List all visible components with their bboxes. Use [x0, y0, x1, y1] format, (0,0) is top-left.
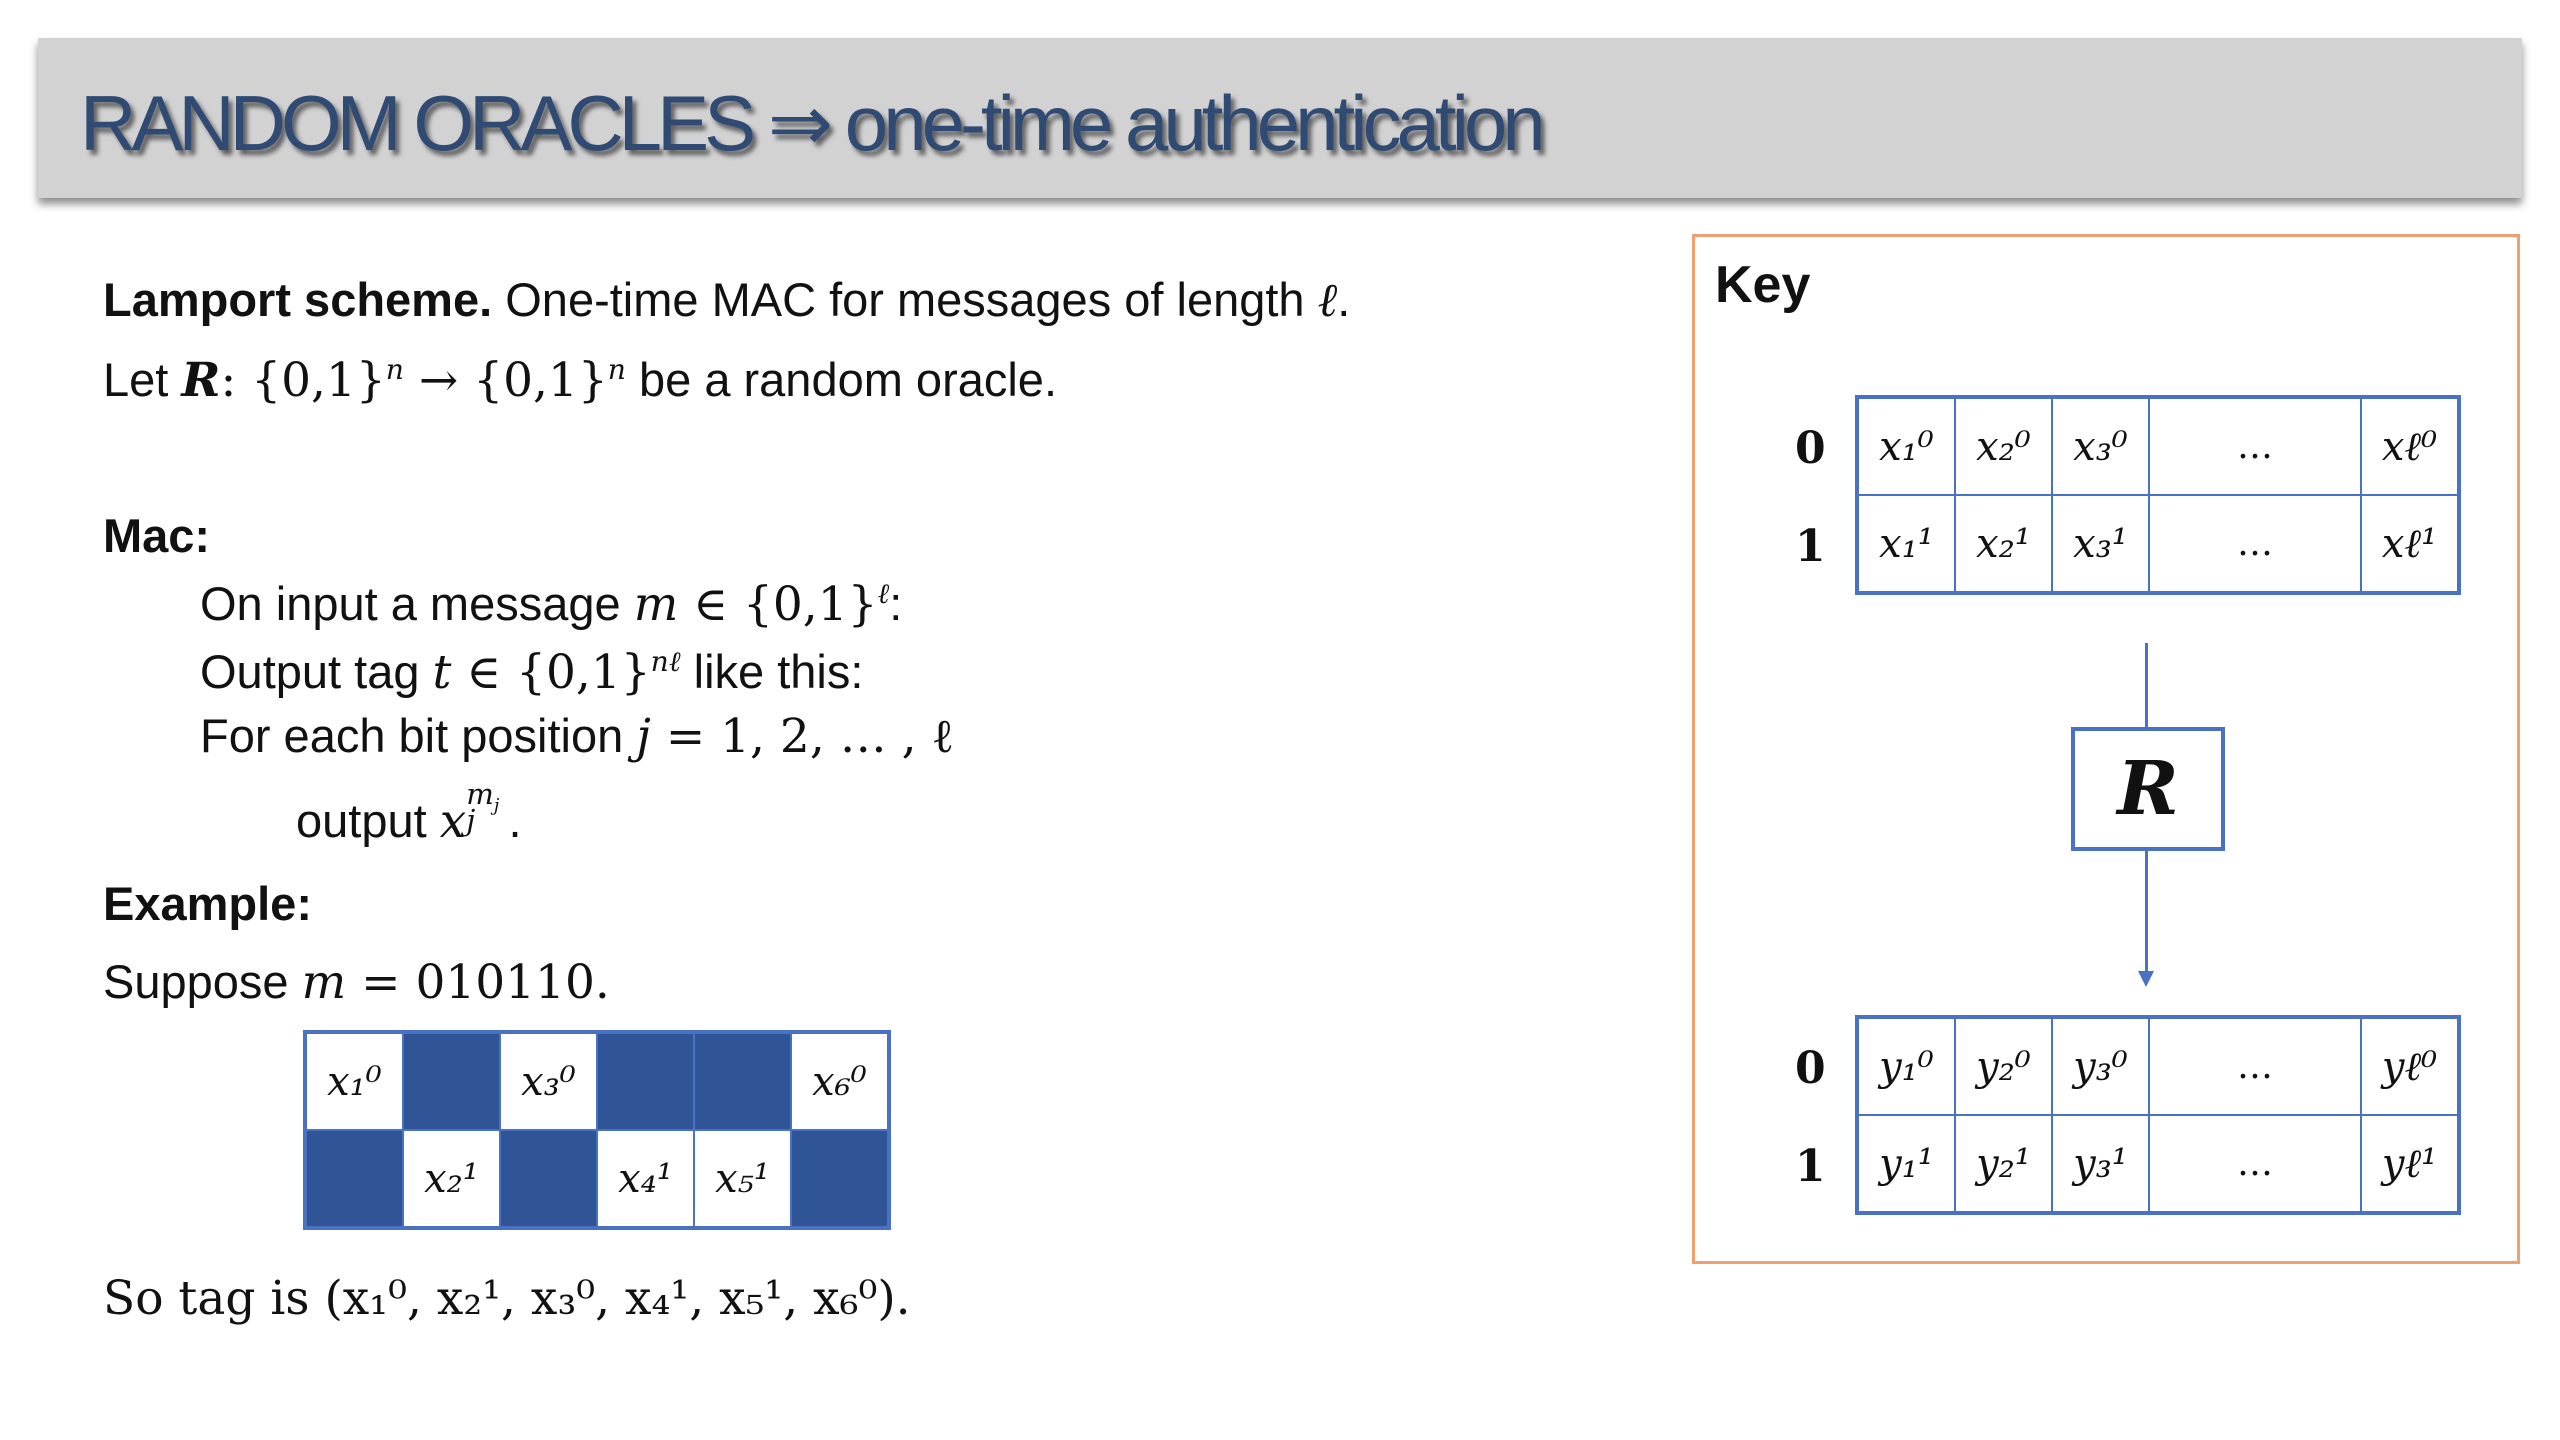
key-x-cell: x₁⁰: [1858, 398, 1955, 495]
mac-line-2: Output tag t ∈ $\{0,1\}^{n\ell}$ like this:: [200, 645, 864, 700]
grid-filled-cell: [403, 1033, 500, 1130]
key-y-cell: …: [2149, 1018, 2361, 1115]
key-x-grid: [1855, 395, 2461, 595]
example-heading: Example:: [103, 877, 312, 930]
key-y-cell: y₁⁰: [1858, 1018, 1955, 1115]
oracle-let: Let: [103, 353, 169, 406]
key-x-cell: x₃¹: [2052, 495, 2149, 592]
grid-cell: x₃⁰: [500, 1033, 597, 1130]
connector-top: [2145, 643, 2148, 727]
oracle-codomain: → {0,1}: [403, 353, 608, 408]
key-x-cell: x₁¹: [1858, 495, 1955, 592]
grid-cell: x₂¹: [403, 1130, 500, 1227]
key-panel: [1692, 234, 2520, 1264]
key-x-cell: x₃⁰: [2052, 398, 2149, 495]
grid-cell: x₁⁰: [306, 1033, 403, 1130]
key-y-cell: yℓ⁰: [2361, 1018, 2458, 1115]
oracle-symbol: R: [181, 353, 221, 408]
mac-line-4: output x $m_j$ j .: [296, 776, 522, 849]
key-y-cell: y₂¹: [1955, 1115, 2052, 1212]
key-y-cell: y₃¹: [2052, 1115, 2149, 1212]
x-row-label-1: 1: [1795, 521, 1826, 572]
suppose-line: Suppose m = 010110.: [103, 955, 610, 1010]
tag-result-line: So tag is (x₁⁰, x₂¹, x₃⁰, x₄¹, x₅¹, x₆⁰).: [103, 1271, 911, 1326]
grid-filled-cell: [694, 1033, 791, 1130]
key-x-cell: xℓ¹: [2361, 495, 2458, 592]
grid-cell: x₅¹: [694, 1130, 791, 1227]
x-row-label-0: 0: [1795, 423, 1826, 474]
y-row-label-0: 0: [1795, 1043, 1826, 1094]
ell-symbol: ℓ: [1317, 273, 1338, 328]
oracle-tail: be a random oracle.: [625, 353, 1057, 406]
mac-line-1: On input a message m ∈ $\{0,1\}^\ell$:: [200, 577, 903, 632]
grid-cell: x₄¹: [597, 1130, 694, 1227]
key-y-cell: y₃⁰: [2052, 1018, 2149, 1115]
key-x-cell: x₂¹: [1955, 495, 2052, 592]
key-x-cell: xℓ⁰: [2361, 398, 2458, 495]
mac-line-3: For each bit position j = 1, 2, … , ℓ: [200, 709, 955, 764]
grid-filled-cell: [306, 1130, 403, 1227]
grid-filled-cell: [500, 1130, 597, 1227]
connector-bottom: [2145, 851, 2148, 973]
mac-heading: Mac:: [103, 509, 211, 562]
scheme-text: One-time MAC for messages of length: [505, 273, 1305, 326]
y-row-label-1: 1: [1795, 1141, 1826, 1192]
key-y-cell: …: [2149, 1115, 2361, 1212]
key-y-cell: y₂⁰: [1955, 1018, 2052, 1115]
key-y-cell: y₁¹: [1858, 1115, 1955, 1212]
random-oracle-box: R: [2071, 727, 2225, 851]
grid-cell: x₆⁰: [791, 1033, 888, 1130]
oracle-line: [103, 353, 1057, 408]
key-x-cell: …: [2149, 495, 2361, 592]
key-title: Key: [1715, 256, 1811, 314]
key-x-cell: x₂⁰: [1955, 398, 2052, 495]
key-x-cell: …: [2149, 398, 2361, 495]
title-banner: [38, 38, 2522, 198]
example-tag-grid: [303, 1030, 891, 1230]
scheme-line: Lamport scheme. One-time MAC for messages of length ℓ.: [103, 273, 1351, 328]
slide-title: RANDOM ORACLES ⇒ one-time authentication: [80, 79, 1541, 167]
oracle-n2: n: [607, 353, 626, 387]
down-arrow-icon: [2138, 971, 2154, 987]
scheme-label: Lamport scheme.: [103, 273, 493, 326]
grid-filled-cell: [791, 1130, 888, 1227]
key-y-grid: [1855, 1015, 2461, 1215]
oracle-domain: : {0,1}: [220, 353, 386, 408]
grid-filled-cell: [597, 1033, 694, 1130]
oracle-n1: n: [385, 353, 404, 387]
key-y-cell: yℓ¹: [2361, 1115, 2458, 1212]
